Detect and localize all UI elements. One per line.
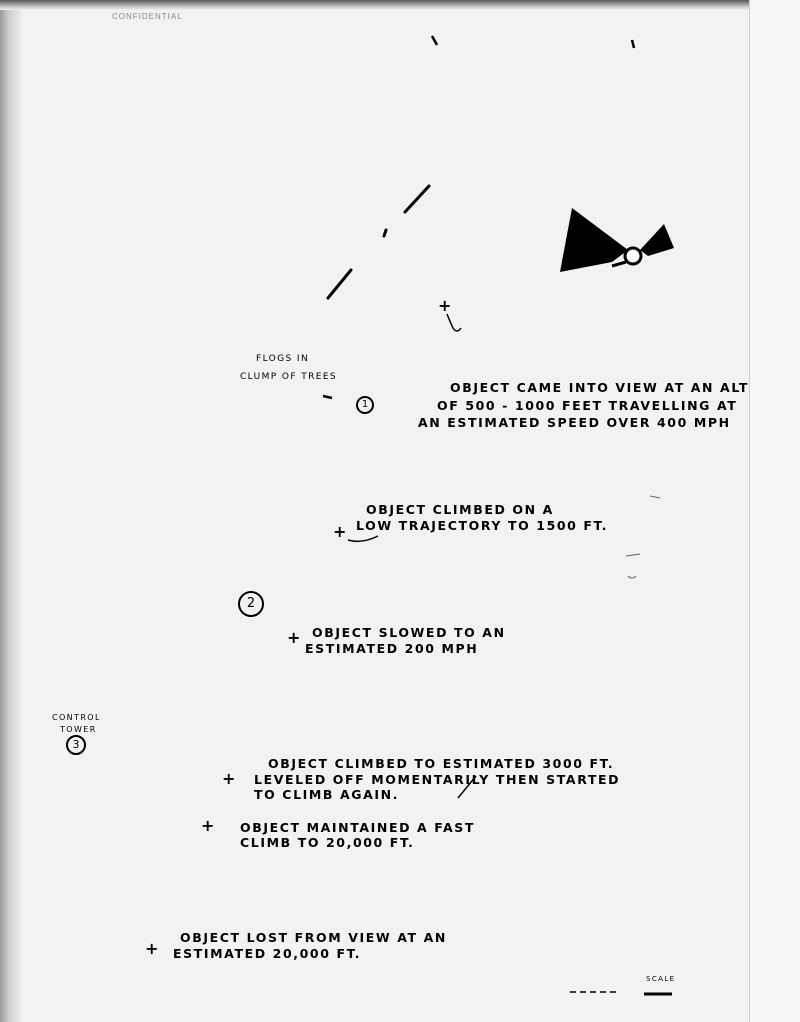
object-position-marker: + [222,769,236,788]
object-position-marker: + [201,816,215,835]
control-tower-label: CONTROL [52,713,101,722]
scale-label: SCALE [646,975,676,983]
object-position-marker: + [145,939,159,958]
object-silhouette [560,208,674,272]
trajectory-streak [405,186,429,212]
speck-mark [626,554,640,556]
speck-mark [650,496,660,498]
trajectory-streak [384,230,386,236]
annotation-line: ESTIMATED 20,000 FT. [173,946,362,961]
dash-mark [323,396,332,398]
annotation-line: OF 500 - 1000 FEET TRAVELLING AT [437,398,738,413]
confidential-stamp: CONFIDENTIAL [112,12,183,21]
location-marker-1: 1 [356,396,374,414]
location-marker-2: 2 [238,591,264,617]
speck-mark [628,576,636,578]
object-position-marker: + [438,296,452,315]
annotation-line: OBJECT MAINTAINED A FAST [240,820,475,835]
annotation-line: OBJECT SLOWED TO AN [312,625,506,640]
squiggle-mark [447,314,461,331]
annotation-line: OBJECT CLIMBED ON A [366,502,554,517]
speck-mark [432,36,437,45]
annotation-line: LOW TRAJECTORY TO 1500 FT. [356,518,609,533]
annotation-line: ESTIMATED 200 MPH [305,641,479,656]
annotation-line: LEVELED OFF MOMENTARILY THEN STARTED [254,772,621,787]
object-position-marker: + [333,522,347,541]
annotation-line: CLIMB TO 20,000 FT. [240,835,415,850]
control-tower-label: TOWER [60,725,97,734]
speck-mark [632,40,634,48]
annotation-line: AN ESTIMATED SPEED OVER 400 MPH [418,415,731,430]
annotation-line: OBJECT CLIMBED TO ESTIMATED 3000 FT. [268,756,615,771]
location-marker-3: 3 [66,735,86,755]
annotation-line: OBJECT LOST FROM VIEW AT AN [180,930,447,945]
object-position-marker: + [287,628,301,647]
witness-location-label: FLOGS IN [256,354,310,364]
trajectory-streak [328,270,351,298]
annotation-line: TO CLIMB AGAIN. [254,787,400,802]
trajectory-curve [348,536,378,541]
annotation-line: OBJECT CAME INTO VIEW AT AN ALT [450,380,749,395]
witness-location-label: CLUMP OF TREES [240,372,338,382]
